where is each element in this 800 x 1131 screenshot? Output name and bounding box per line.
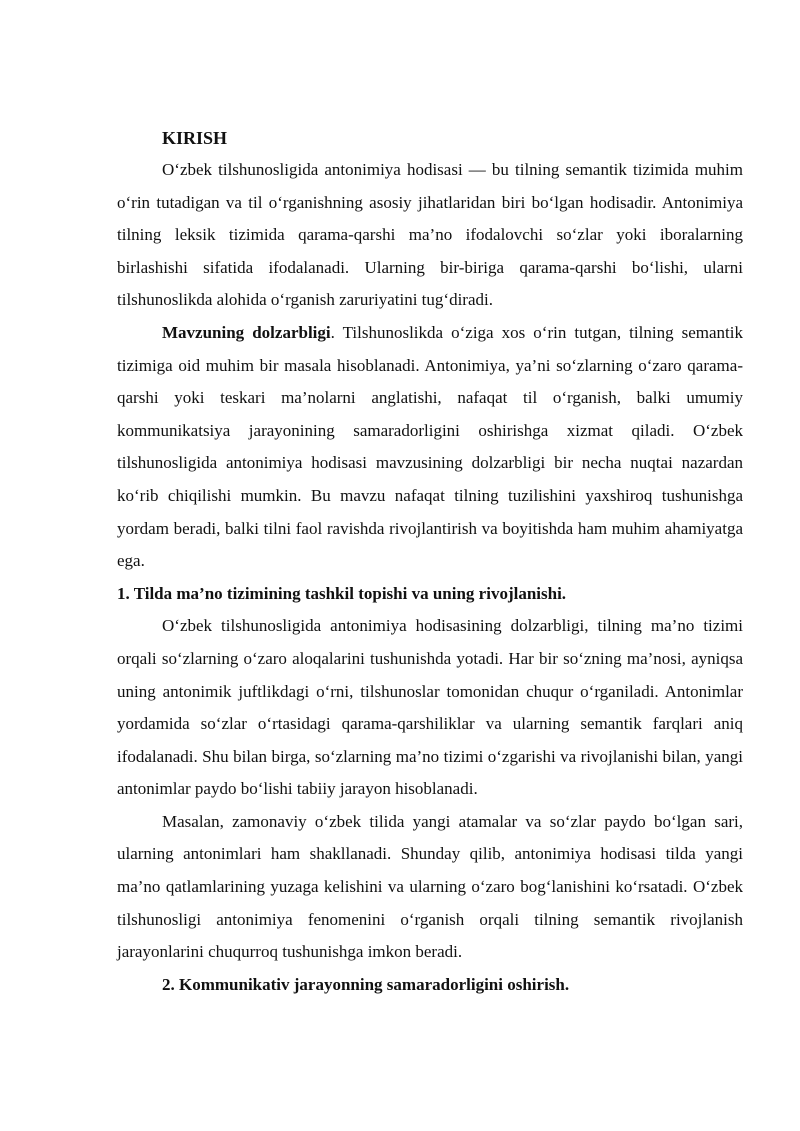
relevance-text: . Tilshunoslikda o‘ziga xos o‘rin tutgan, tilning semantik tizimiga oid muhim bir masala hisoblanadi. Antonimiya, ya’ni so‘zlarning o‘zaro qarama-qarshi yoki teskari ma’nolarni anglatishi, nafaqat til o‘rganish, balki umumiy kommunikatsiya jarayonining samaradorligini oshirishga xizmat qiladi. O‘zbek tilshunosligida antonimiya hodisasi mavzusining dolzarbligi bir necha nuqtai nazardan ko‘rib chiqilishi mumkin. Bu mavzu nafaqat tilning tuzilishini yaxshiroq tushunishga yordam beradi, balki tilni faol ravishda rivojlantirish va boyitishda ham muhim ahamiyatga ega. [117,322,743,571]
intro-paragraph: O‘zbek tilshunosligida antonimiya hodisasi — bu tilning semantik tizimida muhim o‘rin tutadigan va til o‘rganishning asosiy jihatlaridan biri bo‘lgan hodisadir. Antonimiya tilning leksik tizimida qarama-qarshi ma’no ifodalovchi so‘zlar yoki iboralarning birlashishi sifatida ifodalanadi. Ularning bir-biriga qarama-qarshi bo‘lishi, ularni tilshunoslikda alohida o‘rganish zaruriyatini tug‘diradi. [117,160,743,310]
relevance-label: Mavzuning dolzarbligi [162,322,331,342]
relevance-paragraph [117,317,743,578]
section-2-heading: 2. Kommunikativ jarayonning samaradorligini oshirish. [162,974,570,994]
section-1-paragraph: O‘zbek tilshunosligida antonimiya hodisasining dolzarbligi, tilning ma’no tizimi orqali so‘zlarning o‘zaro aloqalarini tushunishda yotadi. Har bir so‘zning ma’nosi, ayniqsa uning antonimik juftlikdagi o‘rni, tilshunoslar tomonidan chuqur o‘rganiladi. Antonimlar yordamida so‘zlar o‘rtasidagi qarama-qarshiliklar va ularning semantik farqlari aniq ifodalanadi. Shu bilan birga, so‘zlarning ma’no tizimi o‘zgarishi va rivojlanishi bilan, yangi antonimlar paydo bo‘lishi tabiiy jarayon hisoblanadi. [117,616,743,799]
page-title: KIRISH [162,128,228,148]
document-body [117,122,743,1001]
section-1-example-paragraph: Masalan, zamonaviy o‘zbek tilida yangi atamalar va so‘zlar paydo bo‘lgan sari, ularning antonimlari ham shakllanadi. Shunday qilib, antonimiya hodisasi tilda yangi ma’no qatlamlarining yuzaga kelishini va ularning o‘zaro bog‘lanishini ko‘rsatadi. O‘zbek tilshunosligi antonimiya fenomenini o‘rganish orqali tilning semantik rivojlanish jarayonlarini chuqurroq tushunishga imkon beradi. [117,811,743,962]
section-1-heading: 1. Tilda ma’no tizimining tashkil topishi va uning rivojlanishi. [117,583,567,603]
